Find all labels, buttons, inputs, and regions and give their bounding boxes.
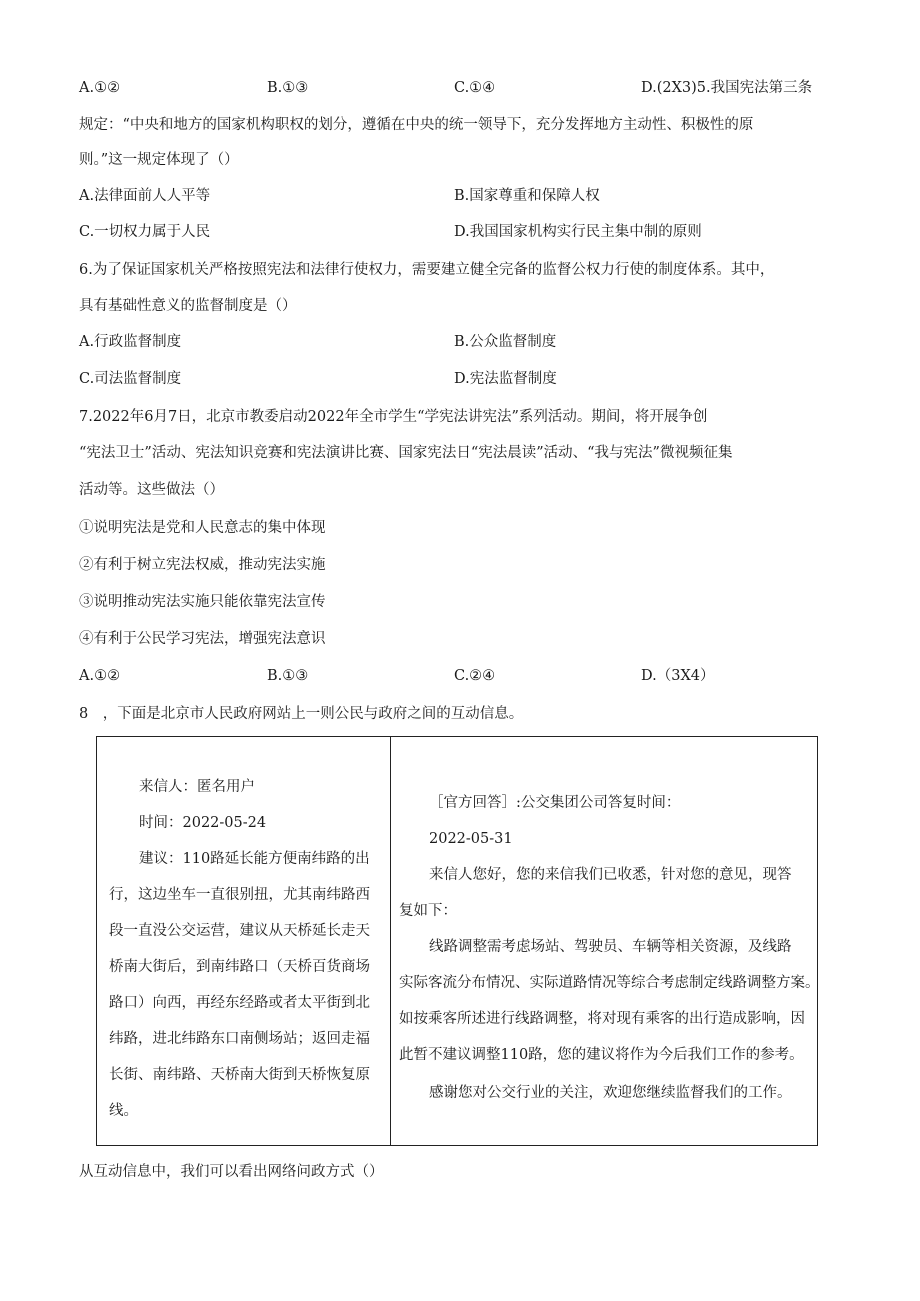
q4-option-b: B.①③: [267, 80, 309, 96]
q8-intro: 8 ，下面是北京市人民政府网站上一则公民与政府之间的互动信息。: [79, 706, 524, 722]
q7-option-b: B.①③: [267, 668, 309, 684]
q4-option-d: D.(2X3)5.我国宪法第三条: [641, 80, 813, 96]
official-reply-line: 线路调整需考虑场站、驾驶员、车辆等相关资源，及线路: [429, 939, 792, 955]
q6-stem-line1: 6.为了保证国家机关严格按照宪法和法律行使权力，需要建立健全完备的监督公权力行使的制度体系。其中，: [79, 262, 775, 278]
interaction-table: [96, 736, 818, 1146]
table-divider: [390, 737, 391, 1145]
q7-item-1: ①说明宪法是党和人民意志的集中体现: [79, 520, 326, 536]
q7-stem-line2: “宪法卫士”活动、宪法知识竞赛和宪法演讲比赛、国家宪法日“宪法晨读”活动、“我与宪法”微视频征集: [79, 445, 733, 461]
q4-option-a: A.①②: [79, 80, 121, 96]
q7-stem-line3: 活动等。这些做法（）: [79, 482, 224, 498]
letter-suggestion-line: 纬路，进北纬路东口南侧场站；返回走福: [109, 1031, 370, 1047]
letter-suggestion-line: 段一直没公交运营，建议从天桥延长走天: [109, 923, 370, 939]
q6-option-a: A.行政监督制度: [79, 334, 182, 350]
letter-suggestion-line: 桥南大街后，到南纬路口（天桥百货商场: [109, 959, 370, 975]
q5-option-b: B.国家尊重和保障人权: [454, 188, 600, 204]
q6-option-b: B.公众监督制度: [454, 334, 557, 350]
official-reply-line: 来信人您好，您的来信我们已收悉，针对您的意见，现答: [429, 867, 792, 883]
q4-option-c: C.①④: [454, 80, 496, 96]
official-reply-date: 2022-05-31: [429, 831, 513, 847]
q6-stem-line2: 具有基础性意义的监督制度是（）: [79, 298, 297, 314]
q5-stem-line2: 则。”这一规定体现了（）: [79, 152, 239, 168]
letter-suggestion-line: 线。: [109, 1103, 138, 1119]
official-reply-line: 实际客流分布情况、实际道路情况等综合考虑制定线路调整方案。: [399, 975, 820, 991]
q5-option-a: A.法律面前人人平等: [79, 188, 211, 204]
official-reply-header: ［官方回答］:公交集团公司答复时间：: [429, 795, 681, 811]
letter-suggestion-line: 长街、南纬路、天桥南大街到天桥恢复原: [109, 1067, 370, 1083]
q7-item-2: ②有利于树立宪法权威，推动宪法实施: [79, 557, 326, 573]
q7-option-d: D.（3X4）: [641, 668, 715, 684]
official-reply-line: 感谢您对公交行业的关注，欢迎您继续监督我们的工作。: [429, 1085, 792, 1101]
q5-option-d: D.我国国家机构实行民主集中制的原则: [454, 224, 702, 240]
q7-option-c: C.②④: [454, 668, 496, 684]
q7-item-4: ④有利于公民学习宪法，增强宪法意识: [79, 631, 326, 647]
letter-sender: 来信人：匿名用户: [139, 779, 255, 795]
letter-suggestion-line: 路口）向西，再经东经路或者太平街到北: [109, 995, 370, 1011]
q5-option-c: C.一切权力属于人民: [79, 224, 211, 240]
q6-option-d: D.宪法监督制度: [454, 371, 557, 387]
letter-time: 时间：2022-05-24: [139, 815, 267, 831]
q5-stem-line1: 规定：“中央和地方的国家机构职权的划分，遵循在中央的统一领导下，充分发挥地方主动性、积极性的原: [79, 117, 754, 133]
letter-suggestion-line: 行，这边坐车一直很别扭，尤其南纬路西: [109, 887, 370, 903]
q6-option-c: C.司法监督制度: [79, 371, 182, 387]
letter-suggestion-line: 建议：110路延长能方便南纬路的出: [139, 851, 370, 867]
q7-item-3: ③说明推动宪法实施只能依靠宪法宣传: [79, 594, 326, 610]
q8-question: 从互动信息中，我们可以看出网络问政方式（）: [79, 1164, 384, 1180]
q7-option-a: A.①②: [79, 668, 121, 684]
official-reply-line: 如按乘客所述进行线路调整，将对现有乘客的出行造成影响，因: [399, 1011, 805, 1027]
official-reply-line: 复如下：: [399, 903, 457, 919]
official-reply-line: 此暂不建议调整110路，您的建议将作为今后我们工作的参考。: [399, 1047, 804, 1063]
q7-stem-line1: 7.2022年6月7日，北京市教委启动2022年全市学生“学宪法讲宪法”系列活动。期间，将开展争创: [79, 409, 708, 425]
